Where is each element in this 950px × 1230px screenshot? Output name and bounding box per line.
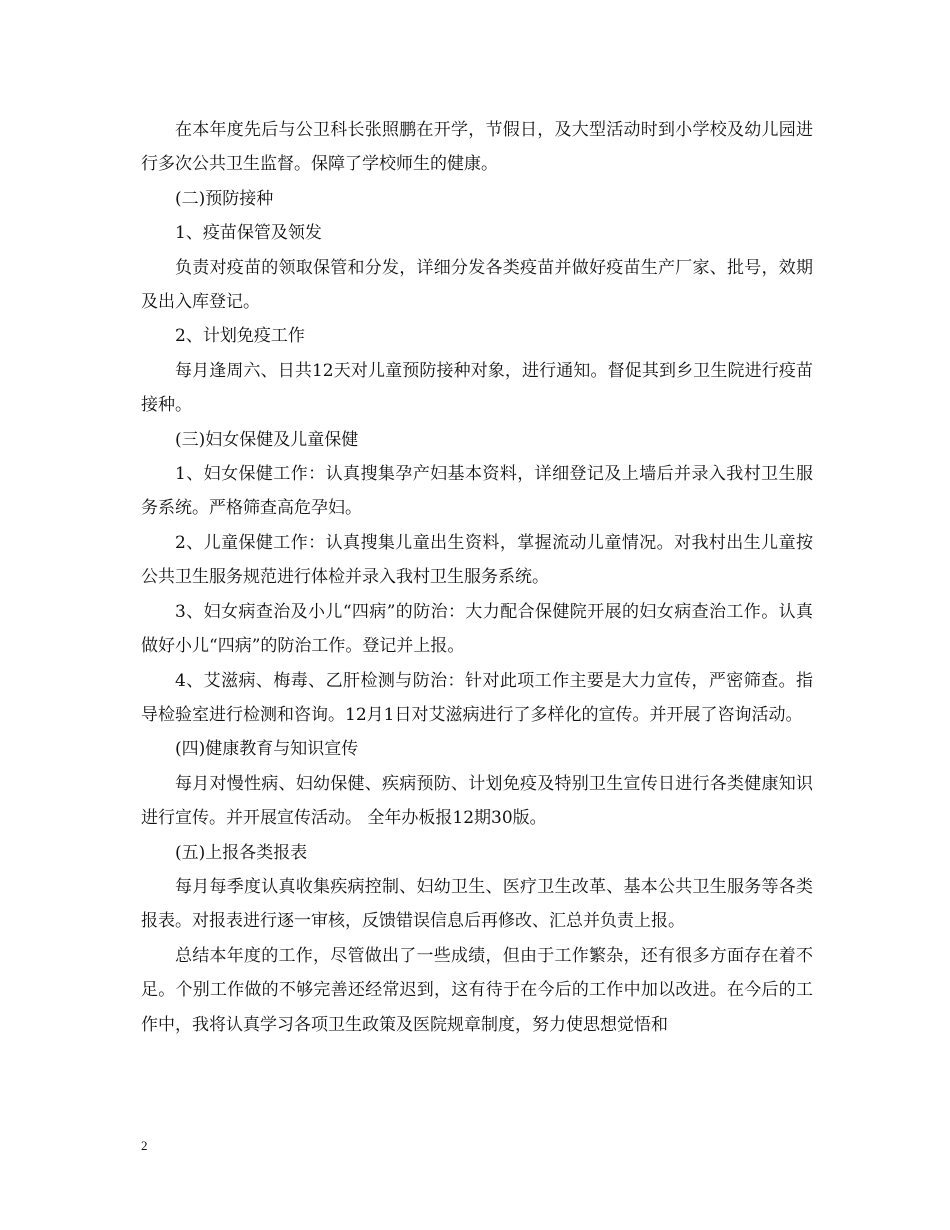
paragraph-vaccine-storage: 负责对疫苗的领取保管和分发，详细分发各类疫苗并做好疫苗生产厂家、批号，效期及出入库登记。 — [141, 257, 813, 313]
document-body — [141, 113, 813, 1042]
page-number: 2 — [141, 1138, 148, 1153]
paragraph-summary: 总结本年度的工作，尽管做出了一些成绩，但由于工作繁杂，还有很多方面存在着不足。个别工作做的不够完善还经常迟到，这有待于在今后的工作中加以改进。在今后的工作中，我将认真学习各项卫生政策及医院规章制度，努力使思想觉悟和 — [141, 945, 813, 1035]
paragraph-health-education: 每月对慢性病、妇幼保健、疾病预防、计划免疫及特别卫生宣传日进行各类健康知识进行宣传。并开展宣传活动。 全年办板报12期30版。 — [141, 773, 813, 829]
paragraph-immunization-plan: 每月逢周六、日共12天对儿童预防接种对象，进行通知。督促其到乡卫生院进行疫苗接种。 — [141, 360, 813, 416]
paragraph-reports: 每月每季度认真收集疾病控制、妇幼卫生、医疗卫生改革、基本公共卫生服务等各类报表。对报表进行逐一审核，反馈错误信息后再修改、汇总并负责上报。 — [141, 876, 813, 932]
paragraph-school-supervision: 在本年度先后与公卫科长张照鹏在开学，节假日，及大型活动时到小学校及幼儿园进行多次公共卫生监督。保障了学校师生的健康。 — [141, 120, 813, 175]
subheading-vaccine-storage: 1、疫苗保管及领发 — [175, 223, 322, 244]
paragraph-disease-treatment: 3、妇女病查治及小儿“四病”的防治：大力配合保健院开展的妇女病查治工作。认真做好小儿“四病”的防治工作。登记并上报。 — [141, 601, 813, 657]
section-heading-health-education: (四)健康教育与知识宣传 — [175, 739, 359, 760]
subheading-immunization-plan: 2、计划免疫工作 — [175, 326, 305, 347]
section-heading-reports: (五)上报各类报表 — [175, 842, 308, 863]
paragraph-women-health: 1、妇女保健工作：认真搜集孕产妇基本资料，详细登记及上墙后并录入我村卫生服务系统。严格筛查高危孕妇。 — [141, 464, 813, 519]
paragraph-child-health: 2、儿童保健工作：认真搜集儿童出生资料，掌握流动儿童情况。对我村出生儿童按公共卫生服务规范进行体检并录入我村卫生服务系统。 — [141, 532, 813, 588]
paragraph-aids-syphilis-hepatitis: 4、艾滋病、梅毒、乙肝检测与防治：针对此项工作主要是大力宣传，严密筛查。指导检验室进行检测和咨询。12月1日对艾滋病进行了多样化的宣传。并开展了咨询活动。 — [141, 670, 813, 725]
section-heading-vaccination: (二)预防接种 — [175, 188, 274, 209]
section-heading-women-child-health: (三)妇女保健及儿童保健 — [175, 429, 359, 450]
